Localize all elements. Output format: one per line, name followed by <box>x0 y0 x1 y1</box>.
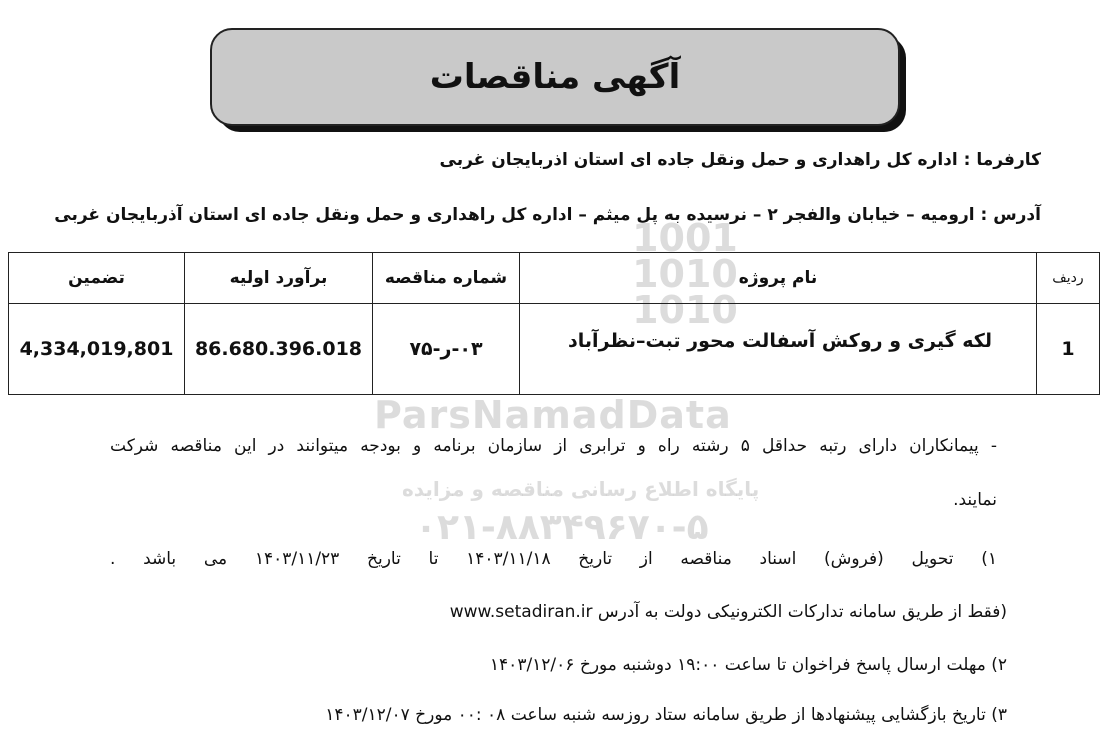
title-banner <box>210 28 908 136</box>
cell-project-name: لکه گیری و روکش آسفالت محور تبت–نظرآباد <box>520 304 1037 395</box>
title-box <box>210 28 900 126</box>
header-initial-estimate: برآورد اولیه <box>185 253 373 304</box>
watermark-phone: ۰۲۱-۸۸۳۴۹۶۷۰-۵ <box>415 507 709 548</box>
intro-paragraph: - پیمانکاران دارای رتبه حداقل ۵ رشته راه و ترابری از سازمان برنامه و بودجه میتوانند در این مناقصه شرکت <box>110 436 997 456</box>
header-tender-number: شماره مناقصه <box>373 253 520 304</box>
header-project-name: نام پروژه <box>520 253 1037 304</box>
item-1-delivery: ۱) تحویل (فروش) اسناد مناقصه از تاریخ ۱۴۰۳/۱۱/۱۸ تا تاریخ ۱۴۰۳/۱۱/۲۳ می باشد . <box>110 549 997 569</box>
cell-row-number: 1 <box>1037 304 1100 395</box>
address-line: آدرس : ارومیه – خیابان والفجر ۲ – نرسیده به پل میثم – اداره کل راهداری و حمل ونقل جاده ای استان آذربایجان غربی <box>54 205 1041 225</box>
tender-table <box>8 252 1100 395</box>
item-3-opening: ۳) تاریخ بازگشایی پیشنهادها از طریق سامانه ستاد روزسه شنبه ساعت ۰۸ :۰۰ مورخ ۱۴۰۳/۱۲/۰۷ <box>325 705 1007 725</box>
watermark-number: 1001 1010 1010 <box>632 216 738 332</box>
table-header-row <box>9 253 1100 304</box>
page-title: آگهی مناقصات <box>429 57 681 97</box>
watermark-brand: ParsNamadData <box>374 393 732 437</box>
item-2-deadline: ۲) مهلت ارسال پاسخ فراخوان تا ساعت ۱۹:۰۰ دوشنبه مورخ ۱۴۰۳/۱۲/۰۶ <box>489 655 1007 675</box>
cell-tender-number: ۰۳-ر-۷۵ <box>373 304 520 395</box>
cell-guarantee: 4,334,019,801 <box>9 304 185 395</box>
item-1-setad-note: (فقط از طریق سامانه تدارکات الکترونیکی دولت به آدرس www.setadiran.ir <box>449 602 1007 622</box>
table-row <box>9 304 1100 395</box>
header-guarantee: تضمین <box>9 253 185 304</box>
header-row-number: ردیف <box>1037 253 1100 304</box>
employer-line: کارفرما : اداره کل راهداری و حمل ونقل جاده ای استان اذربایجان غربی <box>439 150 1041 170</box>
intro-paragraph-end: نمایند. <box>953 490 997 510</box>
cell-initial-estimate: 86.680.396.018 <box>185 304 373 395</box>
watermark-subtitle: پایگاه اطلاع رسانی مناقصه و مزایده <box>402 477 760 501</box>
